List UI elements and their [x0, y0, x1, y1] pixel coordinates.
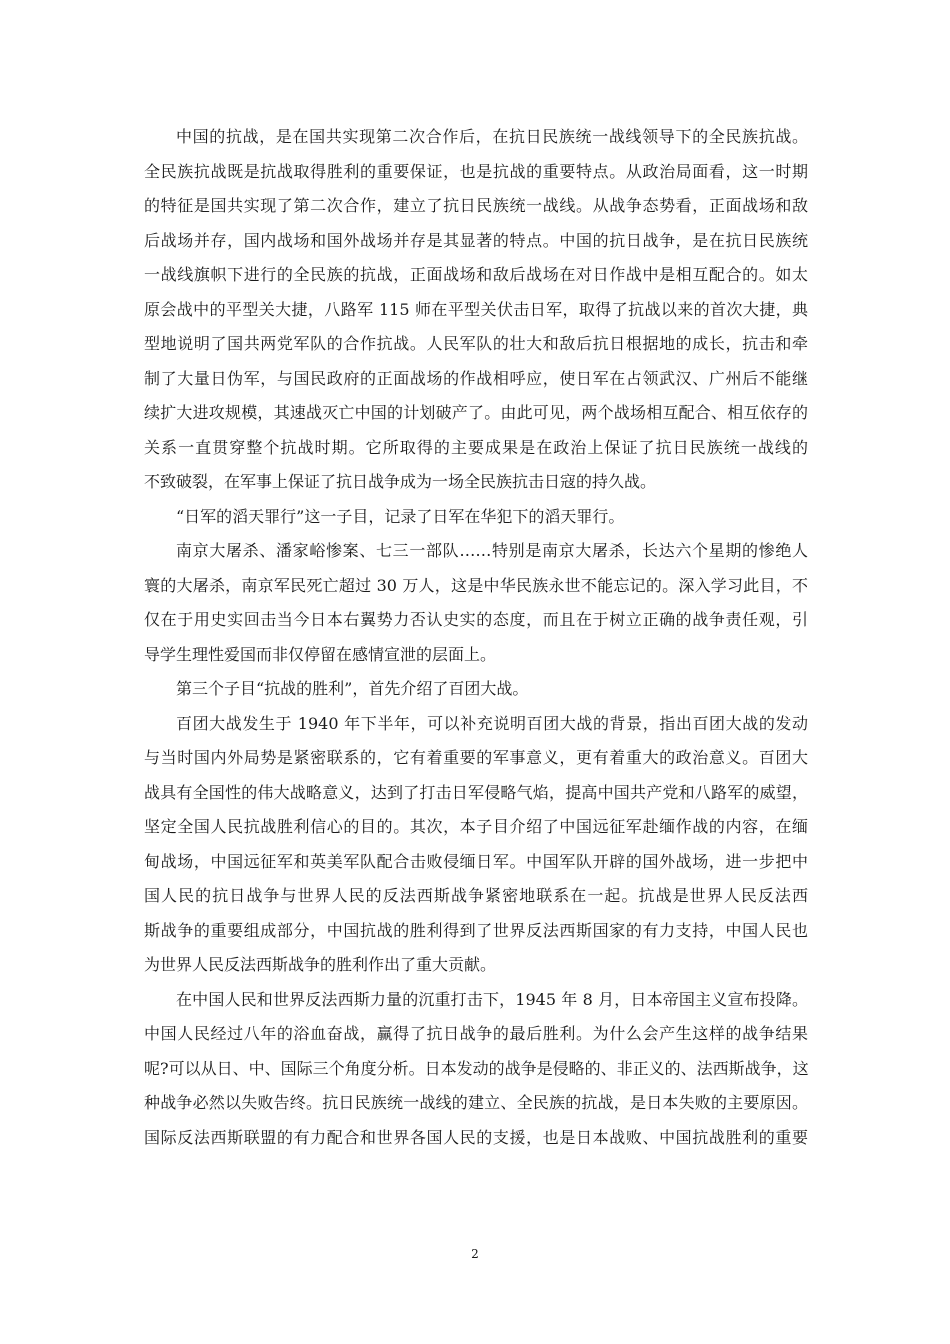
- paragraph: [144, 672, 808, 707]
- text-line: “日军的滔天罪行”这一子目，记录了日军在华犯下的滔天罪行。: [176, 506, 625, 526]
- text-line: 斯战争的重要组成部分，中国抗战的胜利得到了世界反法西斯国家的有力支持，中国人民也: [144, 920, 808, 940]
- page-number: 2: [471, 1247, 479, 1261]
- text-line: 仅在于用史实回击当今日本右翼势力否认史实的态度，而且在于树立正确的战争责任观，引: [144, 610, 808, 629]
- text-line: 甸战场，中国远征军和英美军队配合击败侵缅日军。中国军队开辟的国外战场，进一步把中: [144, 851, 808, 871]
- text-line: 续扩大进攻规模，其速战灭亡中国的计划破产了。由此可见，两个战场相互配合、相互依存的: [144, 403, 808, 422]
- text-line: 坚定全国人民抗战胜利信心的目的。其次，本子目介绍了中国远征军赴缅作战的内容，在缅: [144, 817, 808, 836]
- text-line: 为世界人民反法西斯战争的胜利作出了重大贡献。: [144, 955, 497, 974]
- text-line: 制了大量日伪军，与国民政府的正面战场的作战相呼应，使日军在占领武汉、广州后不能继: [144, 368, 808, 388]
- text-line: 原会战中的平型关大捷，八路军 115 师在平型关伏击日军，取得了抗战以来的首次大捷，典: [144, 299, 808, 319]
- paragraph: [144, 534, 808, 672]
- body-text: [144, 120, 808, 1155]
- text-line: 与当时国内外局势是紧密联系的，它有着重要的军事意义，更有着重大的政治意义。百团大: [144, 748, 808, 767]
- text-line: 的特征是国共实现了第二次合作，建立了抗日民族统一战线。从战争态势看，正面战场和敌: [144, 196, 808, 215]
- text-line: 国人民的抗日战争与世界人民的反法西斯战争紧密地联系在一起。抗战是世界人民反法西: [144, 886, 808, 905]
- text-line: 第三个子目“抗战的胜利”，首先介绍了百团大战。: [176, 679, 529, 698]
- paragraph: [144, 120, 808, 500]
- text-line: 寰的大屠杀，南京军民死亡超过 30 万人，这是中华民族永世不能忘记的。深入学习此目，不: [144, 575, 808, 595]
- text-line: 种战争必然以失败告终。抗日民族统一战线的建立、全民族的抗战，是日本失败的主要原因。: [144, 1093, 808, 1112]
- text-line: 百团大战发生于 1940 年下半年，可以补充说明百团大战的背景，指出百团大战的发动: [176, 713, 808, 733]
- text-line: 一战线旗帜下进行的全民族的抗战，正面战场和敌后战场在对日作战中是相互配合的。如太: [144, 265, 808, 284]
- text-line: 国际反法西斯联盟的有力配合和世界各国人民的支援，也是日本战败、中国抗战胜利的重要: [144, 1127, 808, 1147]
- text-line: 型地说明了国共两党军队的合作抗战。人民军队的壮大和敌后抗日根据地的成长，抗击和牵: [144, 334, 808, 353]
- text-line: 全民族抗战既是抗战取得胜利的重要保证，也是抗战的重要特点。从政治局面看，这一时期: [144, 161, 808, 181]
- text-line: 在中国人民和世界反法西斯力量的沉重打击下，1945 年 8 月，日本帝国主义宣布投降。: [176, 989, 808, 1009]
- text-line: 中国的抗战，是在国共实现第二次合作后，在抗日民族统一战线领导下的全民族抗战。: [176, 127, 808, 146]
- text-line: 导学生理性爱国而非仅停留在感情宣泄的层面上。: [144, 644, 497, 664]
- text-line: 呢?可以从日、中、国际三个角度分析。日本发动的战争是侵略的、非正义的、法西斯战争，这: [144, 1058, 809, 1078]
- paragraph: [144, 983, 808, 1156]
- text-line: 关系一直贯穿整个抗战时期。它所取得的主要成果是在政治上保证了抗日民族统一战线的: [144, 437, 808, 457]
- paragraph: [144, 707, 808, 983]
- text-line: 南京大屠杀、潘家峪惨案、七三一部队……特别是南京大屠杀，长达六个星期的惨绝人: [176, 541, 808, 560]
- text-line: 不致破裂，在军事上保证了抗日战争成为一场全民族抗击日寇的持久战。: [144, 472, 657, 491]
- text-line: 战具有全国性的伟大战略意义，达到了打击日军侵略气焰，提高中国共产党和八路军的威望，: [144, 782, 808, 802]
- text-line: 中国人民经过八年的浴血奋战，赢得了抗日战争的最后胜利。为什么会产生这样的战争结果: [144, 1024, 808, 1043]
- paragraph: [144, 500, 808, 535]
- text-line: 后战场并存，国内战场和国外战场并存是其显著的特点。中国的抗日战争，是在抗日民族统: [144, 230, 808, 250]
